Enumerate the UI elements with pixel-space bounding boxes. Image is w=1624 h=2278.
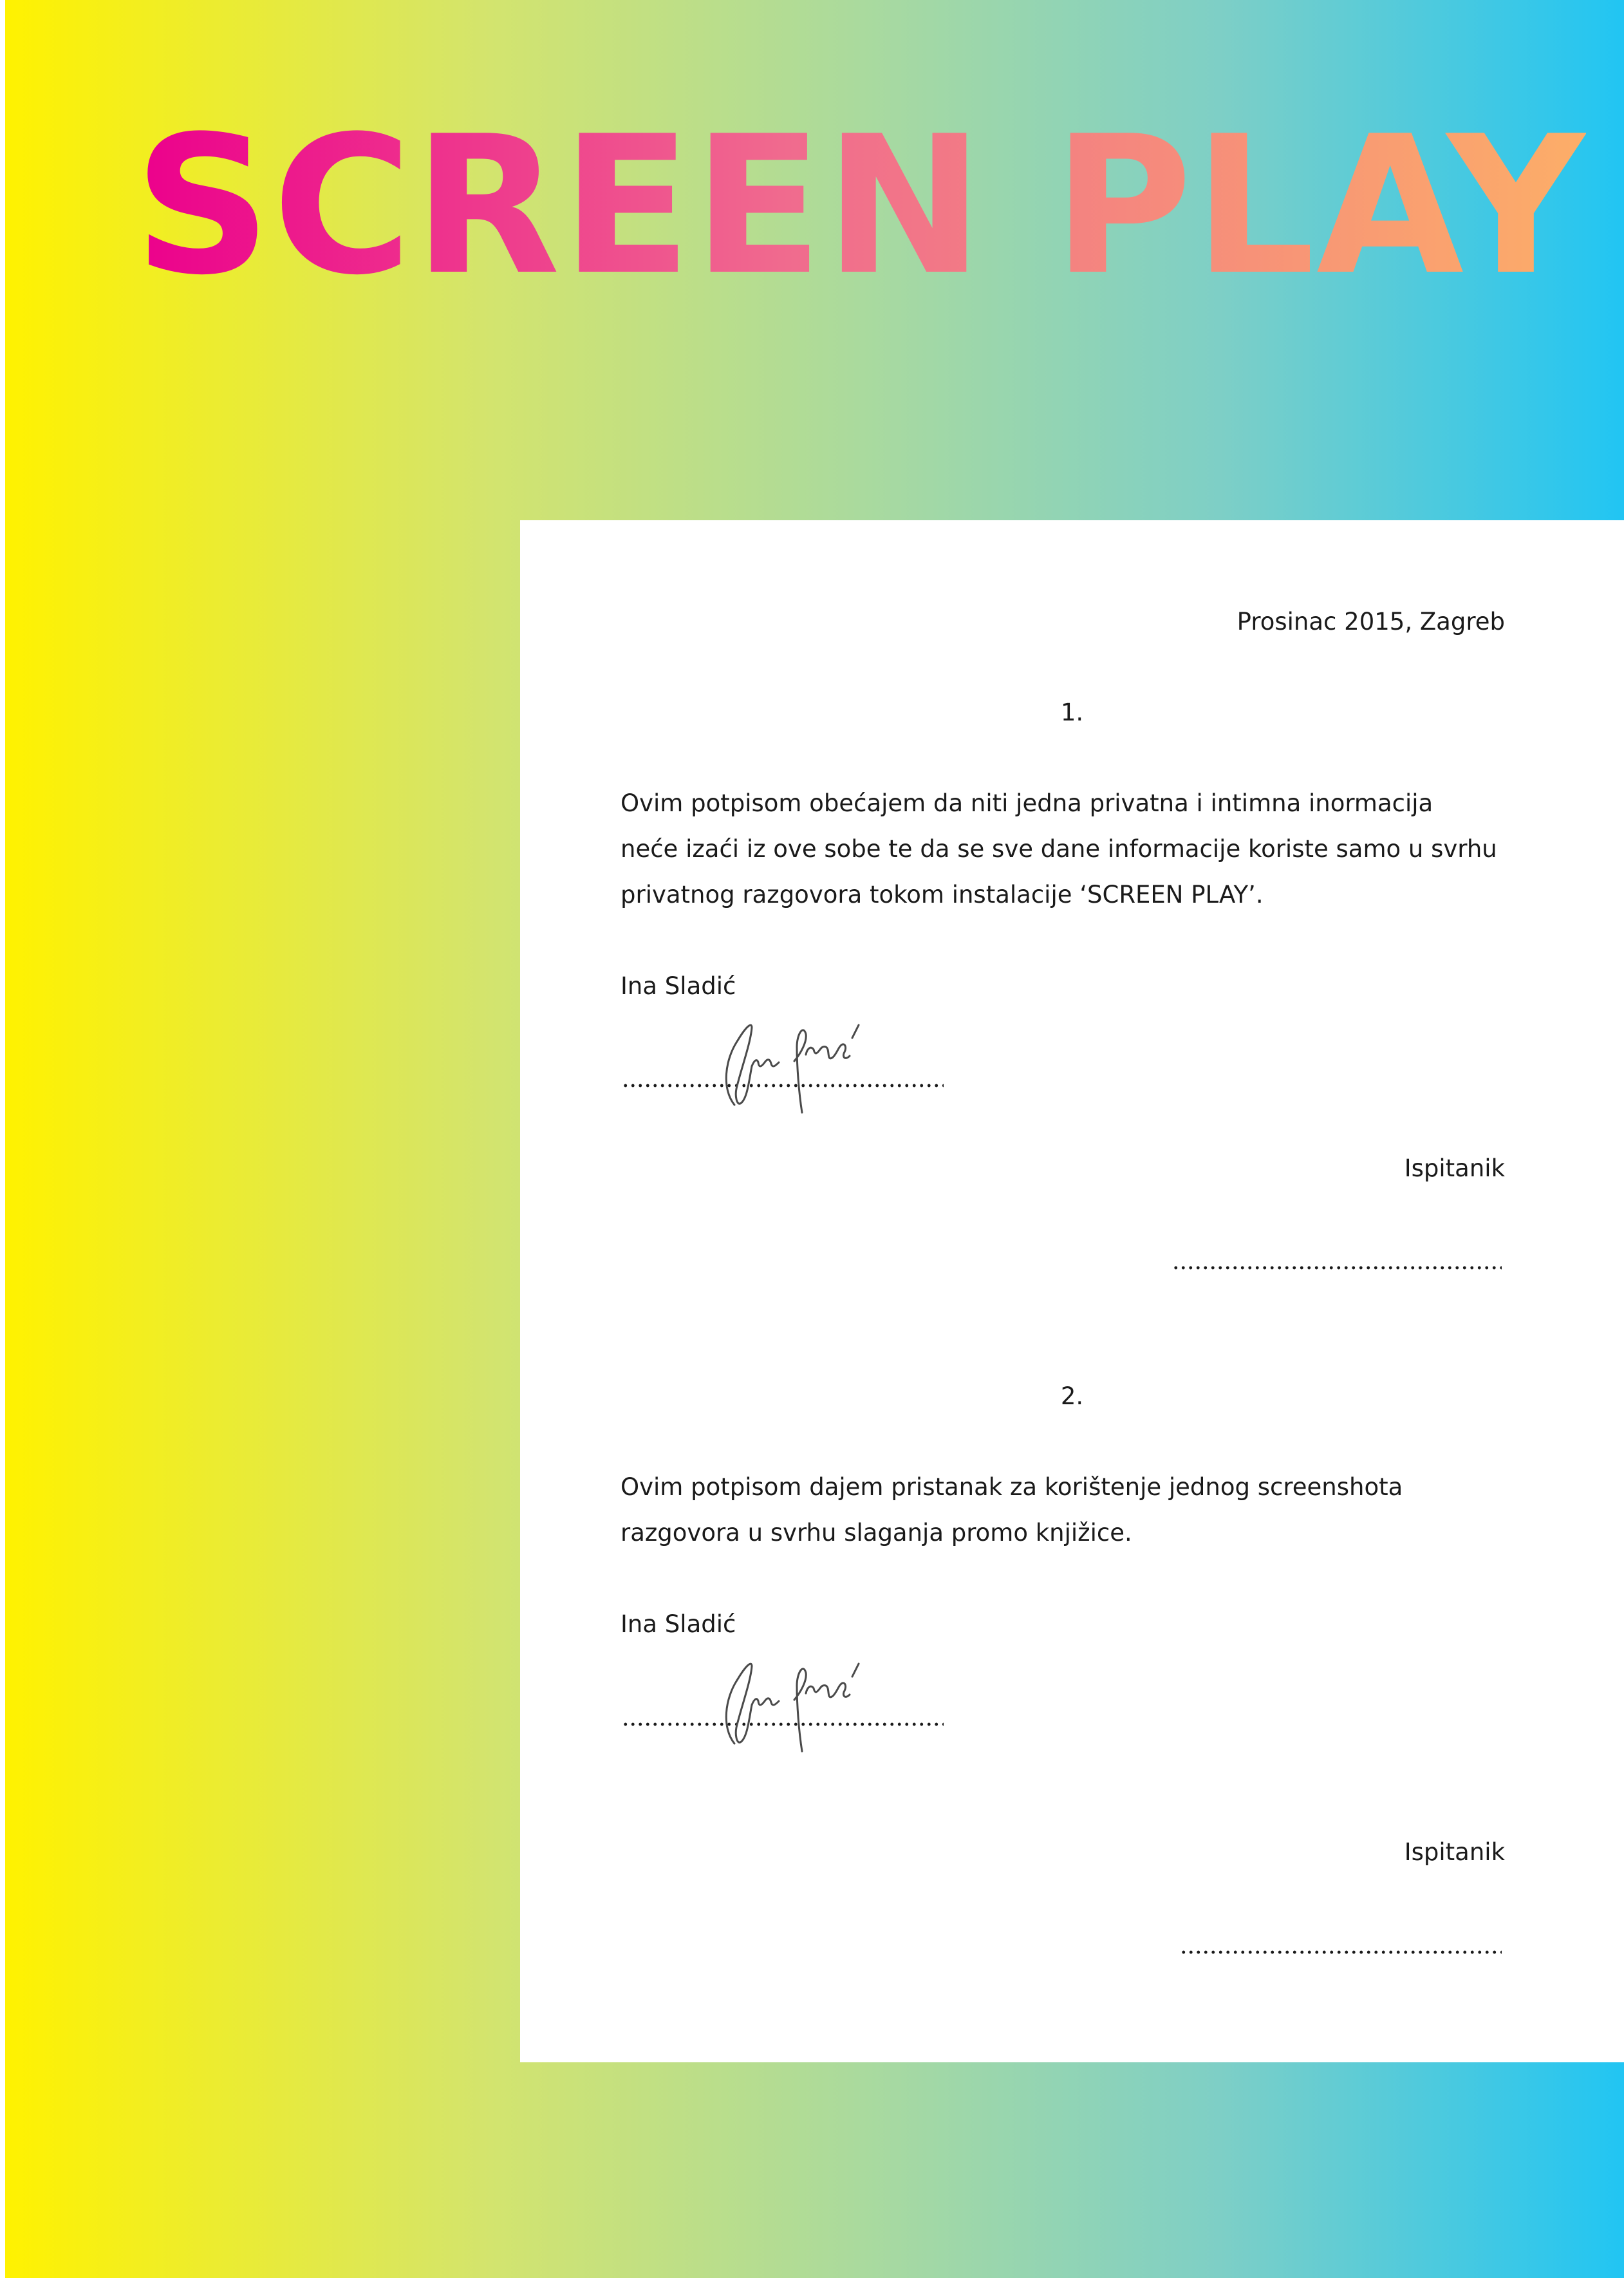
section-1-signature	[712, 1008, 886, 1118]
place-date: Prosinac 2015, Zagreb	[1237, 608, 1505, 635]
section-2-signature	[712, 1647, 886, 1756]
consent-form-card	[520, 520, 1624, 2062]
section-1-line: privatnog razgovora tokom instalacije ‘SCREEN PLAY’.	[621, 881, 1264, 908]
section-1-respondent-label: Ispitanik	[1404, 1154, 1505, 1182]
section-2-respondent-signature-line	[1180, 1950, 1502, 1955]
section-2-text	[621, 1464, 1522, 1556]
section-2-respondent-label: Ispitanik	[1404, 1838, 1505, 1866]
section-1-text	[621, 780, 1522, 918]
poster-background	[5, 0, 1624, 2278]
section-1-respondent-signature-line	[1172, 1265, 1502, 1270]
section-1-line: neće izaći iz ove sobe te da se sve dane informacije koriste samo u svrhu	[621, 835, 1497, 863]
section-2-number: 2.	[1060, 1382, 1084, 1410]
page-title: SCREEN PLAY	[134, 95, 1587, 317]
section-2-signer-name: Ina Sladić	[621, 1610, 736, 1638]
section-2-line: Ovim potpisom dajem pristanak za korištenje jednog screenshota	[621, 1473, 1403, 1501]
section-1-signer-name: Ina Sladić	[621, 972, 736, 1000]
section-1-line: Ovim potpisom obećajem da niti jedna privatna i intimna inormacija	[621, 789, 1433, 817]
section-1-number: 1.	[1060, 699, 1084, 726]
section-2-line: razgovora u svrhu slaganja promo knjižice.	[621, 1519, 1132, 1547]
